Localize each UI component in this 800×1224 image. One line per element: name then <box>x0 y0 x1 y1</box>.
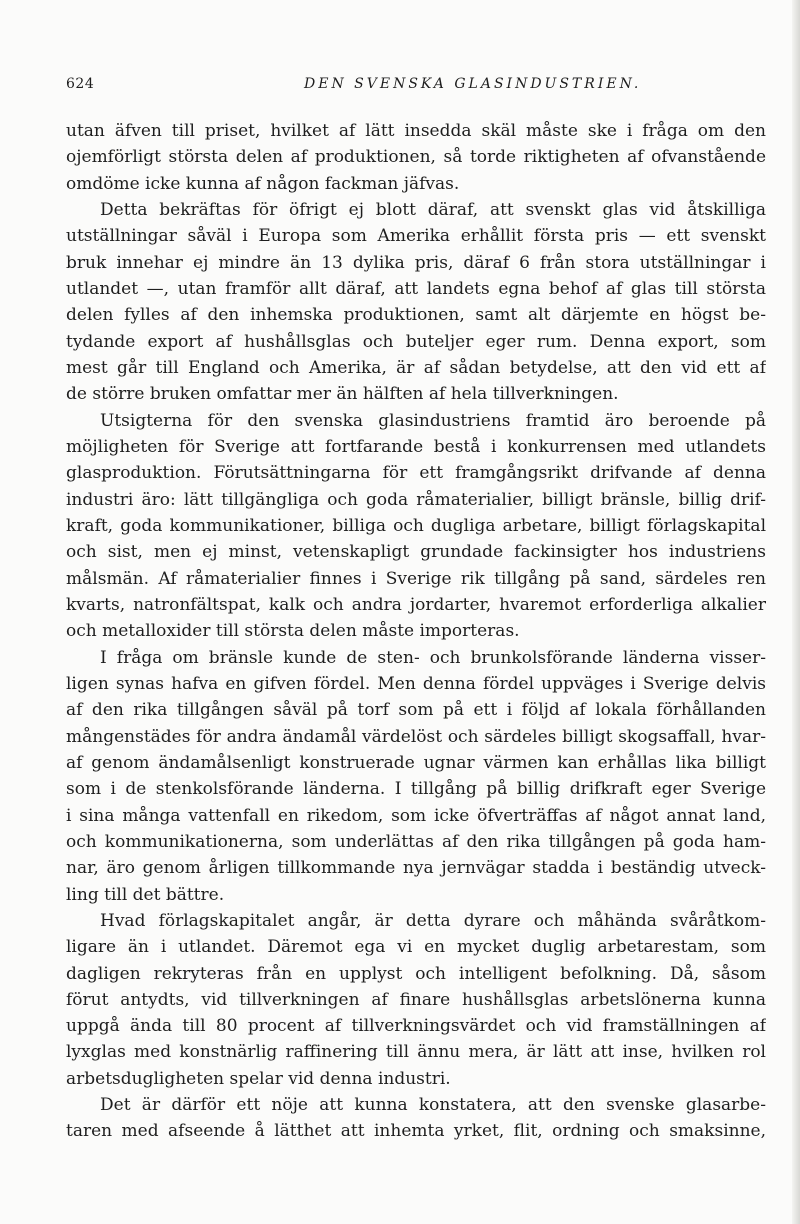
text-line: arbetsdugligheten spelar vid denna industri. <box>66 1068 451 1089</box>
page-number: 624 <box>66 76 95 92</box>
page-edge <box>792 0 800 1224</box>
text-line: utställningar såväl i Europa som Amerika erhållit första pris — ett svenskt <box>66 226 766 247</box>
body-text <box>66 118 766 1145</box>
text-line: möjligheten för Sverige att fortfarande bestå i konkurrensen med utlandets <box>66 436 766 457</box>
text-line: mångenstädes för andra ändamål värdelöst och särdeles billigt skogsaffall, hvar- <box>66 726 766 747</box>
text-line: delen fylles af den inhemska produktionen, samt alt därjemte en högst be- <box>66 305 766 326</box>
header-title: DEN SVENSKA GLASINDUSTRIEN. <box>304 76 642 92</box>
text-line: ligen synas hafva en gifven fördel. Men denna fördel uppväges i Sverige delvis <box>66 673 766 694</box>
text-line: tydande export af hushållsglas och buteljer eger rum. Denna export, som <box>66 331 766 352</box>
text-line: i sina många vattenfall en rikedom, som icke öfverträffas af något annat land, <box>66 805 766 826</box>
text-line: målsmän. Af råmaterialier finnes i Sverige rik tillgång på sand, särdeles ren <box>66 568 766 589</box>
text-line: omdöme icke kunna af någon fackman jäfvas. <box>66 173 460 194</box>
text-line: Det är därför ett nöje att kunna konstatera, att den svenske glasarbe- <box>100 1095 766 1116</box>
text-line: ling till det bättre. <box>66 884 225 905</box>
text-line: ligare än i utlandet. Däremot ega vi en mycket duglig arbetarestam, som <box>66 937 766 958</box>
text-line: kvarts, natronfältspat, kalk och andra jordarter, hvaremot erforderliga alkalier <box>66 594 766 615</box>
text-line: och kommunikationerna, som underlättas af den rika tillgången på goda ham- <box>66 831 766 852</box>
text-line: och metalloxider till största delen måste importeras. <box>66 621 520 642</box>
text-line: glasproduktion. Förutsättningarna för ett framgångsrikt drifvande af denna <box>66 463 766 484</box>
text-line: de större bruken omfattar mer än hälften af hela tillverkningen. <box>66 384 619 405</box>
text-line: ojemförligt största delen af produktionen, så torde riktigheten af ofvanstående <box>66 147 766 168</box>
text-line: dagligen rekryteras från en upplyst och intelligent befolkning. Då, såsom <box>66 963 766 984</box>
text-line: af genom ändamålsenligt konstruerade ugnar värmen kan erhållas lika billigt <box>66 752 766 773</box>
text-line: som i de stenkolsförande länderna. I tillgång på billig drifkraft eger Sverige <box>66 779 766 800</box>
text-line: och sist, men ej minst, vetenskapligt grundade fackinsigter hos industriens <box>66 542 766 563</box>
text-line: bruk innehar ej mindre än 13 dylika pris, däraf 6 från stora utställningar i <box>66 252 766 273</box>
text-line: industri äro: lätt tillgängliga och goda råmaterialier, billigt bränsle, billig drif- <box>66 489 766 510</box>
text-line: af den rika tillgången såväl på torf som på ett i följd af lokala förhållanden <box>66 700 766 721</box>
text-line: Utsigterna för den svenska glasindustriens framtid äro beroende på <box>100 410 766 431</box>
text-line: taren med afseende å lätthet att inhemta yrket, flit, ordning och smaksinne, <box>66 1121 766 1142</box>
text-line: uppgå ända till 80 procent af tillverkningsvärdet och vid framställningen af <box>66 1016 766 1037</box>
text-line: Hvad förlagskapitalet angår, är detta dyrare och måhända svåråtkom- <box>100 910 766 931</box>
text-line: nar, äro genom årligen tillkommande nya jernvägar stadda i beständig utveck- <box>66 858 766 879</box>
text-line: kraft, goda kommunikationer, billiga och dugliga arbetare, billigt förlagskapital <box>66 515 766 536</box>
running-header <box>66 76 786 100</box>
text-line: Detta bekräftas för öfrigt ej blott däraf, att svenskt glas vid åtskilliga <box>100 199 766 220</box>
text-line: förut antydts, vid tillverkningen af finare hushållsglas arbetslönerna kunna <box>66 989 766 1010</box>
text-line: I fråga om bränsle kunde de sten- och brunkolsförande länderna visser- <box>100 647 766 668</box>
text-line: mest går till England och Amerika, är af sådan betydelse, att den vid ett af <box>66 357 766 378</box>
text-line: utan äfven till priset, hvilket af lätt insedda skäl måste ske i fråga om den <box>66 121 766 141</box>
text-line: lyxglas med konstnärlig raffinering till ännu mera, är lätt att inse, hvilken rol <box>66 1042 766 1063</box>
text-line: utlandet —, utan framför allt däraf, att landets egna behof af glas till största <box>66 278 766 299</box>
